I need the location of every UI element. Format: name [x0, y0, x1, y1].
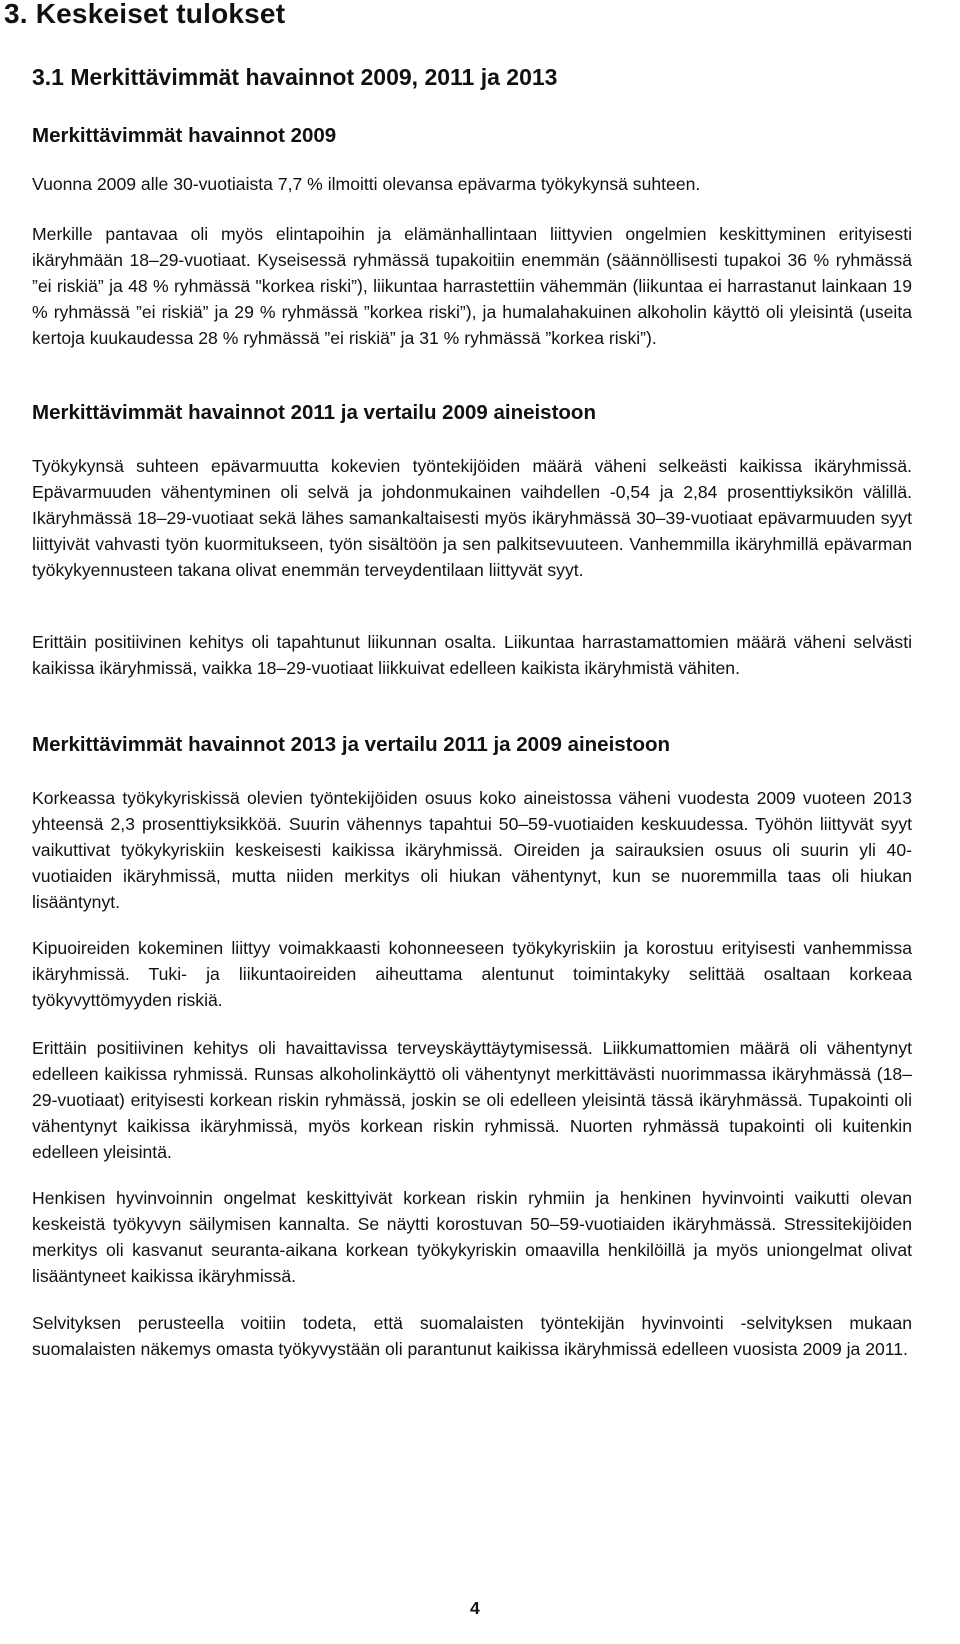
paragraph-2011-uncertainty: Työkykynsä suhteen epävarmuutta kokevien työntekijöiden määrä väheni selkeästi kaikissa ikäryhmissä. Epävarmuuden vähentyminen oli selvä ja johdonmukainen vaihdellen -0,54 ja 2,84 prosenttiyksikön välillä. Ikäryhmässä 18–29-vuotiaat sekä lähes samankaltaisesti myös ikäryhmässä 30–39-vuotiaat epävarmuuden syyt liittyivät vahvasti työn kuormitukseen, työn sisältöön ja sen palkitsevuuteen. Vanhemmilla ikäryhmillä epävarman työkykyennusteen takana olivat enemmän terveydentilaan liittyvät syyt. [32, 456, 912, 580]
subsection-heading-2009: Merkittävimmät havainnot 2009 [32, 124, 337, 147]
subsection-heading-2011: Merkittävimmät havainnot 2011 ja vertailu 2009 aineistoon [32, 401, 596, 424]
paragraph-2009-lifestyle: Merkille pantavaa oli myös elintapoihin ja elämänhallintaan liittyvien ongelmien keskittyminen erityisesti ikäryhmään 18–29-vuotiaat. Kyseisessä ryhmässä tupakoitiin enemmän (säännöllisesti tupakoi 36 % ryhmässä ”ei riskiä” ja 48 % ryhmässä "korkea riski”), liikuntaa harrastettiin vähemmän (liikuntaa ei harrastanut lainkaan 19 % ryhmässä ”ei riskiä” ja 29 % ryhmässä ”korkea riski”), ja humalahakuinen alkoholin käyttö oli yleisintä (useita kertoja kuukaudessa 28 % ryhmässä ”ei riskiä” ja 31 % ryhmässä ”korkea riski”). [32, 224, 912, 348]
paragraph-2013-pain: Kipuoireiden kokeminen liittyy voimakkaasti kohonneeseen työkykyriskiin ja korostuu erityisesti vanhemmissa ikäryhmissä. Tuki- ja liikuntaoireiden aiheuttama alentunut toimintakyky selittää osaltaan korkeaa työkyvyttömyyden riskiä. [32, 938, 912, 1010]
section-heading: 3.1 Merkittävimmät havainnot 2009, 2011 ja 2013 [32, 64, 558, 90]
paragraph-2011-exercise: Erittäin positiivinen kehitys oli tapahtunut liikunnan osalta. Liikuntaa harrastamattomien määrä väheni selvästi kaikissa ikäryhmissä, vaikka 18–29-vuotiaat liikkuivat edelleen kaikista ikäryhmistä vähiten. [32, 632, 912, 678]
paragraph-2009-intro: Vuonna 2009 alle 30-vuotiaista 7,7 % ilmoitti olevansa epävarma työkykynsä suhteen. [32, 174, 701, 194]
paragraph-2013-conclusion: Selvityksen perusteella voitiin todeta, että suomalaisten työntekijän hyvinvointi -selvityksen mukaan suomalaisten näkemys omasta työkyvystään oli parantunut kaikissa ikäryhmissä edelleen vuosista 2009 ja 2011. [32, 1313, 912, 1359]
paragraph-2013-health-behaviour: Erittäin positiivinen kehitys oli havaittavissa terveyskäyttäytymisessä. Liikkumattomien määrä oli vähentynyt edelleen kaikissa ryhmissä. Runsas alkoholinkäyttö oli vähentynyt merkittävästi nuorimmassa ikäryhmässä (18–29-vuotiaat) erityisesti korkean riskin ryhmässä, joskin se oli edelleen yleisintä tässä ikäryhmässä. Tupakointi oli vähentynyt kaikissa ikäryhmissä, myös korkean riskin ryhmissä. Nuorten ryhmässä tupakointi oli kuitenkin edelleen yleisintä. [32, 1038, 912, 1162]
page-number: 4 [470, 1598, 480, 1618]
subsection-heading-2013: Merkittävimmät havainnot 2013 ja vertailu 2011 ja 2009 aineistoon [32, 733, 671, 756]
paragraph-2013-risk: Korkeassa työkykyriskissä olevien työntekijöiden osuus koko aineistossa väheni vuodesta 2009 vuoteen 2013 yhteensä 2,3 prosenttiyksikköä. Suurin vähennys tapahtui 50–59-vuotiaiden keskuudessa. Työhön liittyvät syyt vaikuttivat työkykyriskiin keskeisesti kaikissa ikäryhmissä. Oireiden ja sairauksien osuus oli suurin yli 40-vuotiaiden ikäryhmissä, mutta niiden merkitys oli hiukan vähentynyt, kun se nuoremmilla taas oli hiukan lisääntynyt. [32, 788, 912, 912]
chapter-heading: 3. Keskeiset tulokset [4, 0, 286, 29]
paragraph-2013-wellbeing: Henkisen hyvinvoinnin ongelmat keskittyivät korkean riskin ryhmiin ja henkinen hyvinvointi vaikutti olevan keskeistä työkyvyn säilymisen kannalta. Se näytti korostuvan 50–59-vuotiaiden ikäryhmässä. Stressitekijöiden merkitys oli kasvanut seuranta-aikana korkean työkykyriskin omaavilla henkilöillä ja myös uniongelmat olivat lisääntyneet kaikissa ikäryhmissä. [32, 1188, 912, 1286]
